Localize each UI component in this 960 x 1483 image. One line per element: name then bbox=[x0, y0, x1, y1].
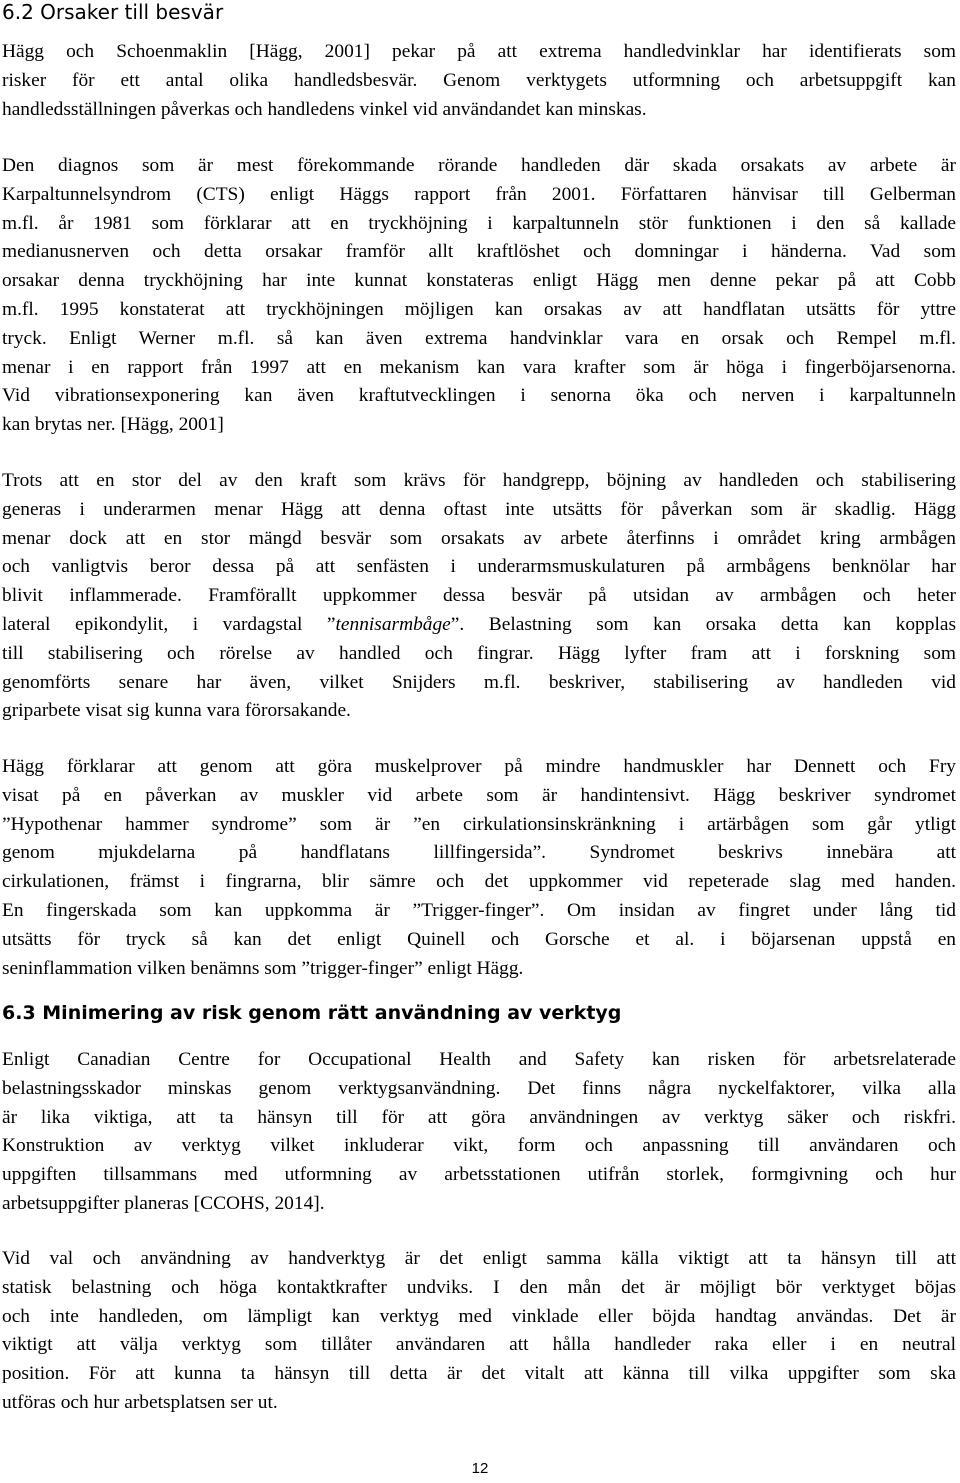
paragraph-line: menar i en rapport från 1997 att en mekanism kan vara krafter som är höga i fingerböjarsenorna. bbox=[2, 356, 956, 378]
paragraph-line: är lika viktiga, att ta hänsyn till för att göra användningen av verktyg säker och riskfri. bbox=[2, 1106, 956, 1128]
paragraph-line: tryck. Enligt Werner m.fl. så kan även extrema handvinklar vara en orsak och Rempel m.fl. bbox=[2, 327, 956, 349]
paragraph-line: utsätts för tryck så kan det enligt Quinell och Gorsche et al. i böjarsenan uppstå en bbox=[2, 928, 956, 950]
paragraph-line: Hägg och Schoenmaklin [Hägg, 2001] pekar på att extrema handledvinklar har identifierats som bbox=[2, 41, 956, 62]
paragraph-line: Karpaltunnelsyndrom (CTS) enligt Häggs rapport från 2001. Författaren hänvisar till Gelberman bbox=[2, 183, 956, 205]
paragraph-line: ”Hypothenar hammer syndrome” som är ”en cirkulationsinskränkning i artärbågen som går ytligt bbox=[2, 813, 956, 835]
paragraph-line: och vanligtvis beror dessa på att senfästen i underarmsmuskulaturen på armbågens benknölar har bbox=[2, 556, 956, 578]
italic-term: tennisarmbåge bbox=[335, 613, 451, 635]
paragraph-2 bbox=[2, 152, 956, 440]
paragraph-line: statisk belastning och höga kontaktkrafter undviks. I den mån det är möjligt bör verktyget böjas bbox=[2, 1276, 956, 1298]
paragraph-line: risker för ett antal olika handledsbesvär. Genom verktygets utformning och arbetsuppgift kan bbox=[2, 69, 956, 91]
paragraph-5 bbox=[2, 1046, 956, 1219]
paragraph-line: uppgiften tillsammans med utformning av arbetsstationen utifrån storlek, formgivning och hur bbox=[2, 1164, 956, 1186]
paragraph-line: viktigt att välja verktyg som tillåter användaren att hålla handleder raka eller i en neutral bbox=[2, 1334, 956, 1356]
paragraph-line: Hägg förklarar att genom att göra muskelprover på mindre handmuskler har Dennett och Fry bbox=[2, 756, 956, 777]
paragraph-line: m.fl. 1995 konstaterat att tryckhöjningen möjligen kan orsakas av att handflatan utsätts för yttre bbox=[2, 298, 956, 320]
paragraph-line: och inte handleden, om lämpligt kan verktyg med vinklade eller böjda handtag användas. Det är bbox=[2, 1305, 956, 1327]
paragraph-line: m.fl. år 1981 som förklarar att en tryckhöjning i karpaltunneln stör funktionen i den så kallade bbox=[2, 212, 956, 234]
paragraph-line: kan brytas ner. [Hägg, 2001] bbox=[2, 414, 224, 436]
paragraph-line: cirkulationen, främst i fingrarna, blir sämre och det uppkommer vid repeterade slag med handen. bbox=[2, 871, 956, 893]
paragraph-line: orsakar denna tryckhöjning har inte kunnat konstateras enligt Hägg men denne pekar på att Cobb bbox=[2, 270, 956, 292]
paragraph-3 bbox=[2, 467, 956, 726]
paragraph-line: lateral epikondylit, i vardagstal ”tennisarmbåge”. Belastning som kan orsaka detta kan kopplas bbox=[2, 613, 956, 635]
paragraph-line: Vid vibrationsexponering kan även kraftutvecklingen i senorna öka och nerven i karpaltunneln bbox=[2, 385, 956, 407]
paragraph-line: Vid val och användning av handverktyg är det enligt samma källa viktigt att ta hänsyn till att bbox=[2, 1248, 956, 1269]
paragraph-line: menar dock att en stor mängd besvär som orsakats av arbete återfinns i området kring armbågen bbox=[2, 527, 956, 549]
paragraph-line: visat på en påverkan av muskler vid arbete som är handintensivt. Hägg beskriver syndromet bbox=[2, 784, 956, 806]
paragraph-line: Trots att en stor del av den kraft som krävs för handgrepp, böjning av handleden och stabilisering bbox=[2, 470, 956, 491]
paragraph-4 bbox=[2, 753, 956, 983]
paragraph-line: genomförts senare har även, vilket Snijders m.fl. beskriver, stabilisering av handleden vid bbox=[2, 671, 956, 693]
paragraph-line: genom mjukdelarna på handflatans lillfingersida”. Syndromet beskrivs innebära att bbox=[2, 842, 956, 864]
paragraph-line: utföras och hur arbetsplatsen ser ut. bbox=[2, 1391, 278, 1413]
paragraph-6 bbox=[2, 1245, 956, 1418]
paragraph-line: En fingerskada som kan uppkomma är ”Trigger-finger”. Om insidan av fingret under lång tid bbox=[2, 899, 956, 921]
paragraph-line: handledsställningen påverkas och handledens vinkel vid användandet kan minskas. bbox=[2, 98, 647, 120]
paragraph-line: generas i underarmen menar Hägg att denna oftast inte utsätts för påverkan som är skadlig. Hägg bbox=[2, 498, 956, 520]
paragraph-line: blivit inflammerade. Framförallt uppkommer dessa besvär på utsidan av armbågen och heter bbox=[2, 585, 956, 607]
paragraph-line: griparbete visat sig kunna vara förorsakande. bbox=[2, 700, 351, 722]
paragraph-line: arbetsuppgifter planeras [CCOHS, 2014]. bbox=[2, 1192, 325, 1214]
section-heading-6-2: 6.2 Orsaker till besvär bbox=[2, 0, 224, 24]
paragraph-1 bbox=[2, 38, 956, 124]
paragraph-line: Den diagnos som är mest förekommande rörande handleden där skada orsakats av arbete är bbox=[2, 155, 956, 176]
paragraph-line: position. För att kunna ta hänsyn till detta är det vitalt att känna till vilka uppgifter som ska bbox=[2, 1363, 956, 1385]
paragraph-line: seninflammation vilken benämns som ”trigger-finger” enligt Hägg. bbox=[2, 957, 524, 979]
paragraph-line: Konstruktion av verktyg vilket inkluderar vikt, form och anpassning till användaren och bbox=[2, 1135, 956, 1157]
paragraph-line: medianusnerven och detta orsakar framför allt kraftlöshet och domningar i händerna. Vad som bbox=[2, 241, 956, 263]
paragraph-line: till stabilisering och rörelse av handled och fingrar. Hägg lyfter fram att i forskning som bbox=[2, 642, 956, 664]
paragraph-line: belastningsskador minskas genom verktygsanvändning. Det finns några nyckelfaktorer, vilka alla bbox=[2, 1077, 956, 1099]
page-number: 12 bbox=[471, 1460, 489, 1477]
paragraph-line: Enligt Canadian Centre for Occupational Health and Safety kan risken för arbetsrelaterade bbox=[2, 1049, 956, 1070]
section-heading-6-3: 6.3 Minimering av risk genom rätt användning av verktyg bbox=[2, 1002, 622, 1024]
